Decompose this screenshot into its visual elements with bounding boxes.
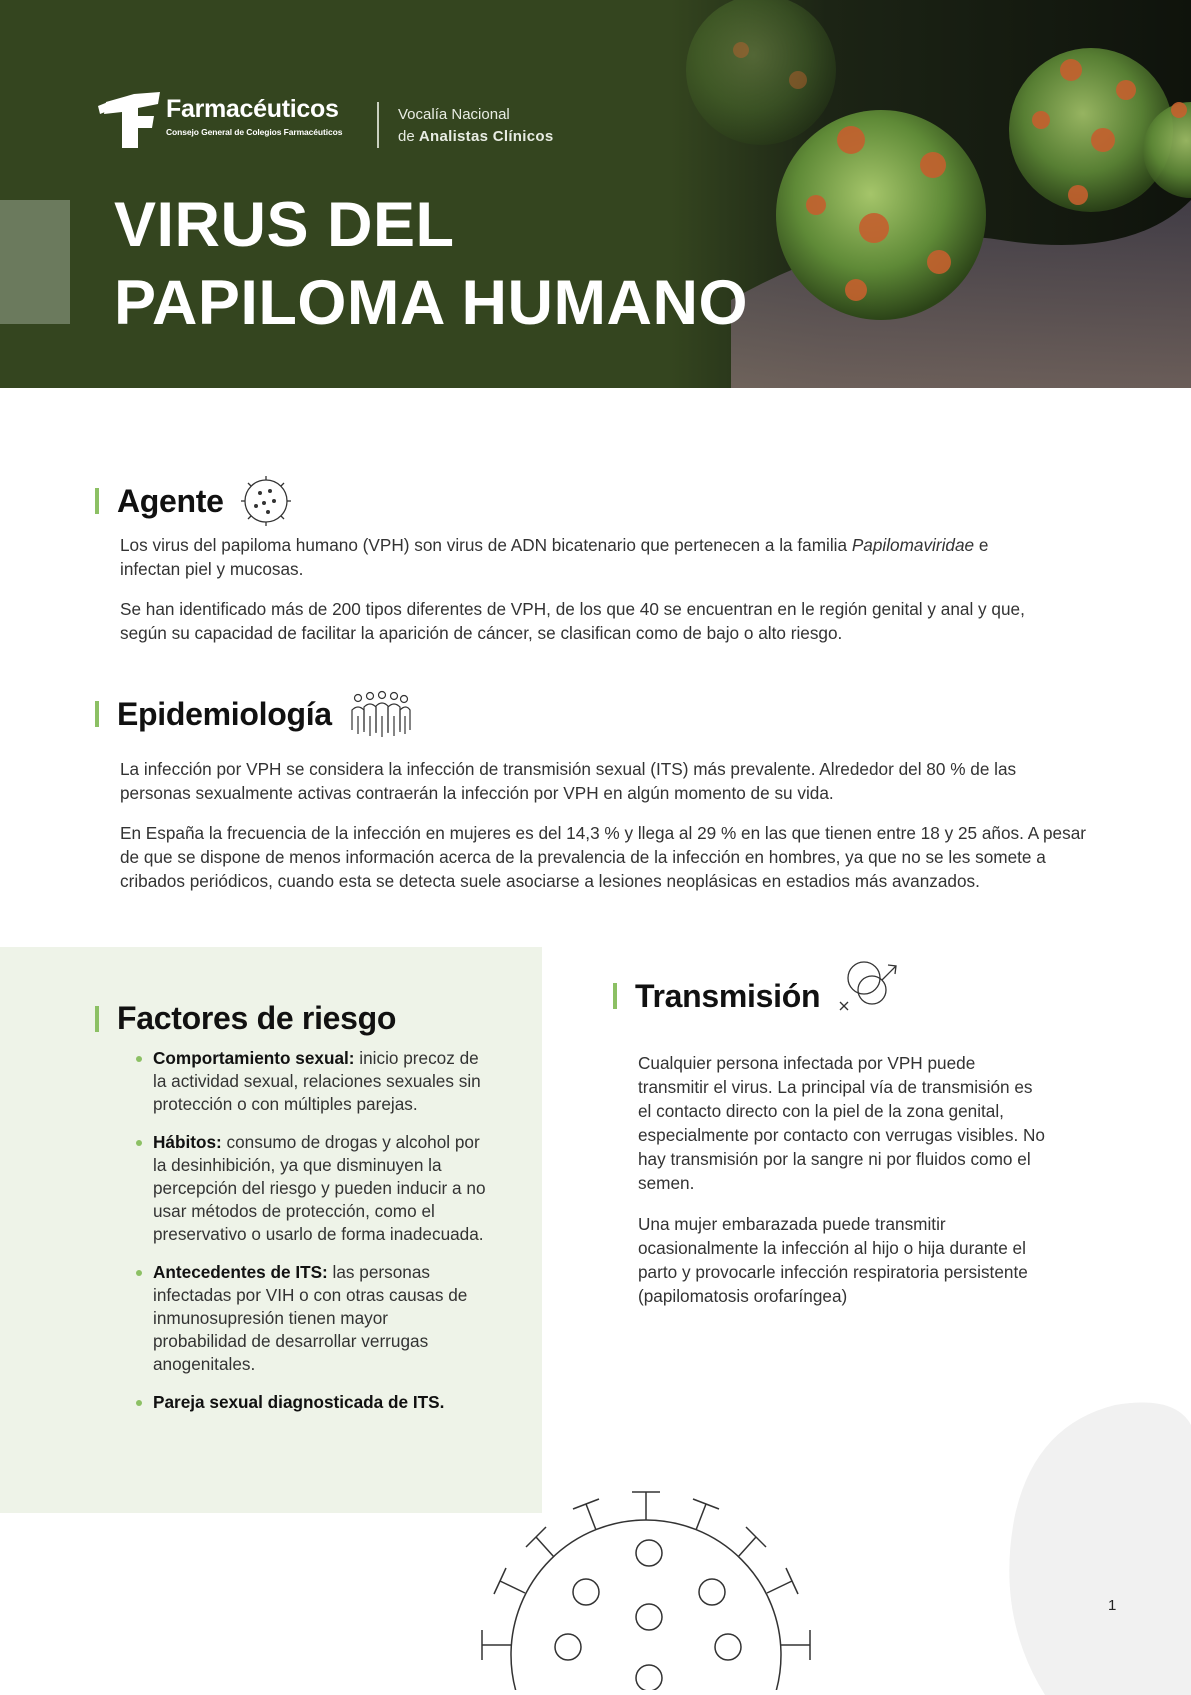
virus-outline-illustration bbox=[476, 1480, 816, 1690]
section-bar bbox=[95, 488, 99, 514]
epidemiologia-heading bbox=[95, 690, 412, 738]
risk-item bbox=[136, 1391, 486, 1414]
farmaceuticos-logo bbox=[98, 84, 342, 150]
risk-item-text: las personas infectadas por VIH o con otras causas de inmunosupresión tienen mayor probabilidad de desarrollar verrugas anogenitales. bbox=[153, 1262, 468, 1374]
agente-p1-text-end: e infectan piel y mucosas. bbox=[120, 535, 989, 579]
farmaceuticos-logo-mark bbox=[98, 84, 162, 150]
header-accent-block bbox=[0, 200, 70, 324]
vocalia-label bbox=[398, 104, 553, 148]
people-group-icon bbox=[346, 690, 412, 738]
factores-heading bbox=[95, 1000, 396, 1037]
page-title-line2: PAPILOMA HUMANO bbox=[114, 268, 748, 338]
gender-symbols-icon bbox=[834, 956, 900, 1016]
agente-paragraph-2: Se han identificado más de 200 tipos diferentes de VPH, de los que 40 se encuentran en le región genital y anal y que, según su capacidad de facilitar la aparición de cáncer, se clasifican como de bajo o alto riesgo. bbox=[120, 599, 1025, 643]
risk-item bbox=[136, 1261, 486, 1376]
logo-brand-name: Farmacéuticos bbox=[166, 95, 339, 123]
agente-p1-family: Papilomaviridae bbox=[851, 535, 975, 555]
logo-divider bbox=[377, 102, 379, 148]
risk-factors-list bbox=[136, 1047, 486, 1429]
risk-item-label: Hábitos: bbox=[153, 1132, 222, 1152]
vocalia-prefix: de bbox=[398, 128, 415, 145]
risk-item bbox=[136, 1131, 486, 1246]
virus-photo-illustration bbox=[671, 0, 1191, 388]
page-number: 1 bbox=[1108, 1597, 1117, 1614]
header-banner bbox=[0, 0, 1191, 388]
section-bar bbox=[95, 701, 99, 727]
agente-heading bbox=[95, 473, 294, 529]
vocalia-line1: Vocalía Nacional bbox=[398, 106, 510, 123]
transmision-paragraph-1: Cualquier persona infectada por VPH puede transmitir el virus. La principal vía de transmisión es el contacto directo con la piel de la zona genital, especialmente por contacto con verrugas visibles. No hay transmisión por la sangre ni por fluidos como el semen. bbox=[638, 1053, 1045, 1193]
transmision-paragraph-2: Una mujer embarazada puede transmitir ocasionalmente la infección al hijo o hija durante el parto y provocarle infección respiratoria persistente (papilomatosis orofaríngea) bbox=[638, 1214, 1028, 1306]
risk-item-label: Comportamiento sexual: bbox=[153, 1048, 355, 1068]
agente-title: Agente bbox=[117, 482, 224, 519]
risk-item-text: consumo de drogas y alcohol por la desinhibición, ya que disminuyen la percepción del riesgo y pueden inducir a no usar métodos de protección, como el preservativo o usarlo de forma inadecuada. bbox=[153, 1132, 486, 1244]
factores-title: Factores de riesgo bbox=[117, 1000, 397, 1036]
risk-item-label: Pareja sexual diagnosticada de ITS. bbox=[153, 1392, 445, 1412]
epidemiologia-paragraph-1: La infección por VPH se considera la infección de transmisión sexual (ITS) más prevalente. Alrededor del 80 % de las personas sexualmente activas contraerán la infección por VPH en algún momento de su vida. bbox=[120, 759, 1017, 803]
section-bar bbox=[95, 1006, 99, 1032]
risk-item-label: Antecedentes de ITS: bbox=[153, 1262, 328, 1282]
risk-item bbox=[136, 1047, 486, 1116]
agente-p1-text: Los virus del papiloma humano (VPH) son virus de ADN bicatenario que pertenecen a la familia bbox=[120, 535, 852, 555]
vocalia-name: Analistas Clínicos bbox=[418, 128, 554, 145]
page-title bbox=[114, 186, 748, 342]
decorative-shape bbox=[975, 1395, 1191, 1695]
risk-item-text: inicio precoz de la actividad sexual, relaciones sexuales sin protección o con múltiples parejas. bbox=[153, 1048, 481, 1114]
epidemiologia-title: Epidemiología bbox=[117, 695, 332, 732]
virus-icon bbox=[238, 473, 294, 529]
section-bar bbox=[613, 983, 617, 1009]
transmision-title: Transmisión bbox=[635, 977, 821, 1014]
transmision-heading bbox=[613, 976, 900, 1016]
page-title-line1: VIRUS DEL bbox=[114, 190, 455, 260]
logo-brand-subtitle: Consejo General de Colegios Farmacéuticos bbox=[166, 127, 343, 137]
agente-paragraph-1 bbox=[120, 533, 1040, 581]
epidemiologia-paragraph-2: En España la frecuencia de la infección en mujeres es del 14,3 % y llega al 29 % en las que tienen entre 18 y 25 años. A pesar de que se dispone de menos información acerca de la prevalencia de la infección en hombres, ya que no se les somete a cribados periódicos, cuando esta se detecta suele asociarse a lesiones neoplásicas en estadios más avanzados. bbox=[120, 823, 1086, 891]
